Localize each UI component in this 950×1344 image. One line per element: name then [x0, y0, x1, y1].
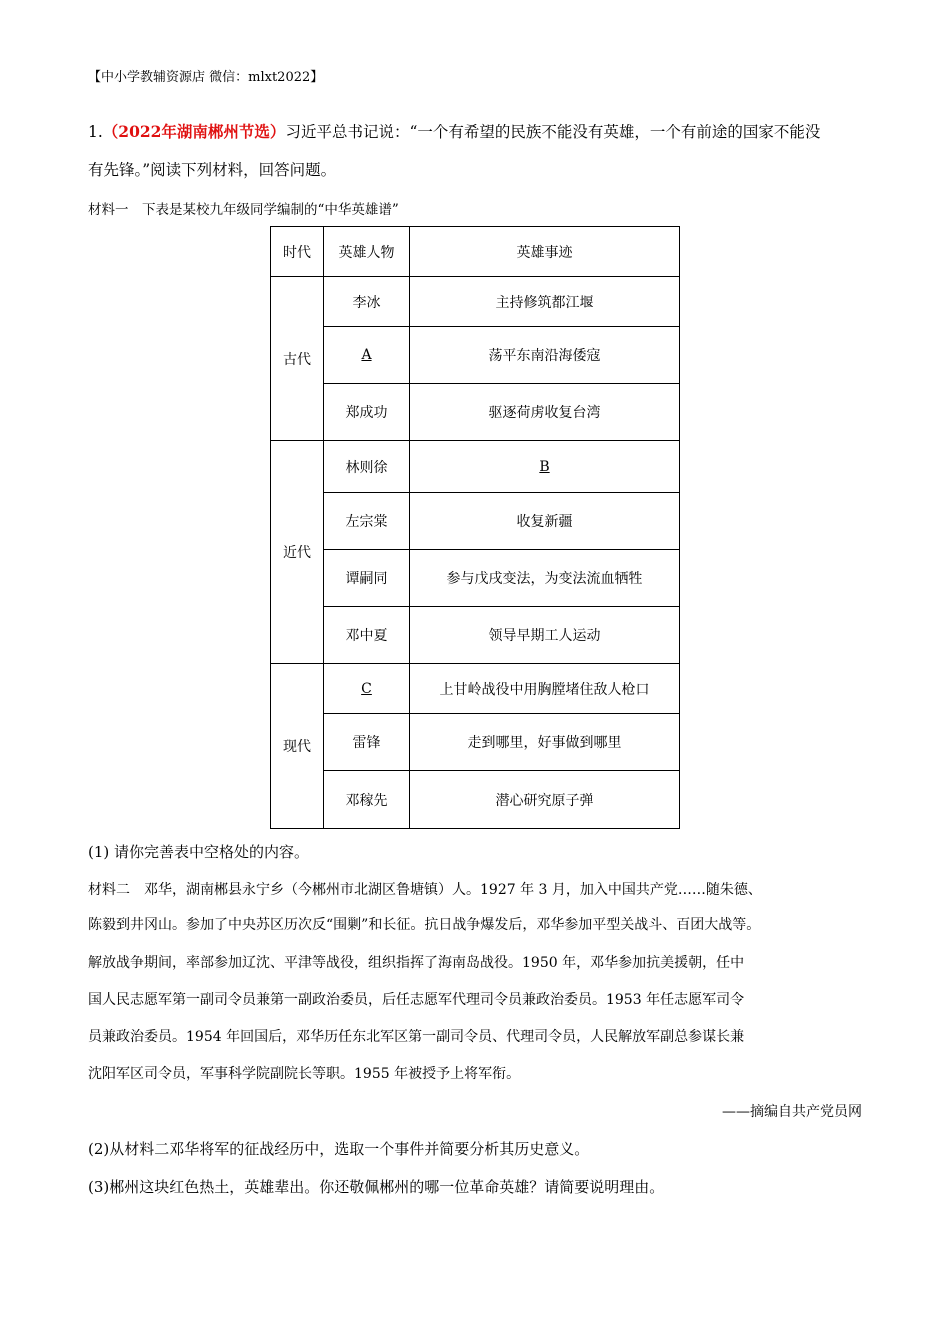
material2-source: ——摘编自共产党员网 — [722, 1104, 862, 1120]
question-text-1: 习近平总书记说：“一个有希望的民族不能没有英雄，一个有前途的国家不能没 — [285, 123, 821, 141]
person-cell: 左宗棠 — [324, 493, 410, 550]
person-cell: 林则徐 — [324, 441, 410, 493]
sub-question-1: (1) 请你完善表中空格处的内容。 — [88, 843, 310, 861]
table-row — [271, 493, 680, 550]
person-cell: 郑成功 — [324, 384, 410, 441]
material2-line: 员兼政治委员。1954 年回国后，邓华历任东北军区第一副司令员、代理司令员，人民解放军副总参谋长兼 — [88, 1029, 745, 1045]
material2-line: 陈毅到井冈山。参加了中央苏区历次反“围剿”和长征。抗日战争爆发后，邓华参加平型关战斗、百团大战等。 — [88, 917, 761, 933]
deed-cell: 荡平东南沿海倭寇 — [410, 327, 680, 384]
table-row — [271, 384, 680, 441]
page-header: 【中小学教辅资源店 微信：mlxt2022】 — [88, 70, 324, 85]
material2-line: 国人民志愿军第一副司令员兼第一副政治委员，后任志愿军代理司令员兼政治委员。1953 年任志愿军司令 — [88, 992, 745, 1008]
header-deed: 英雄事迹 — [410, 227, 680, 277]
material2-line: 沈阳军区司令员，军事科学院副院长等职。1955 年被授予上将军衔。 — [88, 1066, 521, 1082]
table-row — [271, 607, 680, 664]
deed-cell: 驱逐荷虏收复台湾 — [410, 384, 680, 441]
deed-cell: 潜心研究原子弹 — [410, 771, 680, 829]
sub-question-2: (2)从材料二邓华将军的征战经历中，选取一个事件并简要分析其历史意义。 — [88, 1140, 590, 1158]
question-source-tag: （2022年湖南郴州节选） — [102, 122, 286, 141]
material2-line: 解放战争期间，率部参加辽沈、平津等战役，组织指挥了海南岛战役。1950 年，邓华参加抗美援朝，任中 — [88, 955, 745, 971]
deed-cell: 领导早期工人运动 — [410, 607, 680, 664]
header-person: 英雄人物 — [324, 227, 410, 277]
table-row — [271, 327, 680, 384]
table-row — [271, 714, 680, 771]
material2-line: 材料二 邓华，湖南郴县永宁乡（今郴州市北湖区鲁塘镇）人。1927 年 3 月，加入中国共产党……随朱德、 — [88, 882, 762, 898]
blank-b: B — [410, 441, 680, 493]
question-number: 1. — [88, 123, 103, 141]
table-row — [271, 441, 680, 493]
deed-cell: 参与戊戌变法，为变法流血牺牲 — [410, 550, 680, 607]
table-row — [271, 664, 680, 714]
material1-label: 材料一 下表是某校九年级同学编制的“中华英雄谱” — [88, 202, 399, 218]
era-cell: 近代 — [271, 441, 324, 664]
table-header-row — [271, 227, 680, 277]
era-cell: 古代 — [271, 277, 324, 441]
sub-question-3: (3)郴州这块红色热土，英雄辈出。你还敬佩郴州的哪一位革命英雄？请简要说明理由。 — [88, 1178, 665, 1196]
heroes-table — [270, 226, 680, 829]
era-cell: 现代 — [271, 664, 324, 829]
table-row — [271, 771, 680, 829]
person-cell: 邓稼先 — [324, 771, 410, 829]
blank-a: A — [324, 327, 410, 384]
person-cell: 李冰 — [324, 277, 410, 327]
deed-cell: 走到哪里，好事做到哪里 — [410, 714, 680, 771]
table-row — [271, 550, 680, 607]
deed-cell: 上甘岭战役中用胸膛堵住敌人枪口 — [410, 664, 680, 714]
person-cell: 雷锋 — [324, 714, 410, 771]
question-line-1 — [88, 121, 820, 143]
blank-c: C — [324, 664, 410, 714]
table-row — [271, 277, 680, 327]
deed-cell: 主持修筑都江堰 — [410, 277, 680, 327]
deed-cell: 收复新疆 — [410, 493, 680, 550]
question-line-2: 有先锋。”阅读下列材料，回答问题。 — [88, 161, 337, 179]
header-era: 时代 — [271, 227, 324, 277]
person-cell: 邓中夏 — [324, 607, 410, 664]
person-cell: 谭嗣同 — [324, 550, 410, 607]
